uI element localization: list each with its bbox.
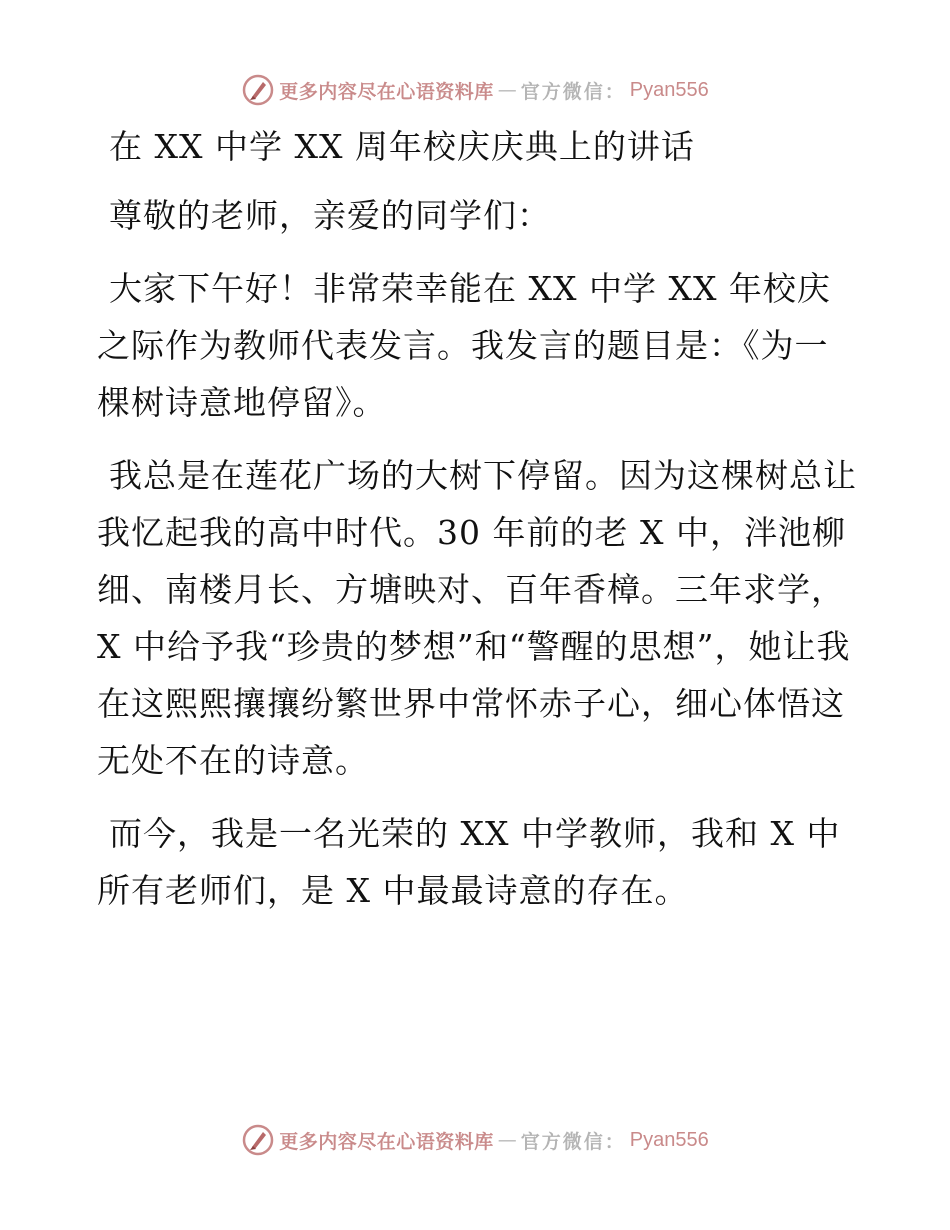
watermark-channel: 官方微信： [520,1130,626,1153]
paragraph-2: 我总是在莲花广场的大树下停留。因为这棵树总让我忆起我的高中时代。30 年前的老 X 中，泮池柳细、南楼月长、方塘映对、百年香樟。三年求学，X 中给予我“珍贵的梦想”和“警醒的思想”，她让我在这熙熙攘攘纷繁世界中常怀赤子心，细心体悟这无处不在的诗意。 [97,456,857,780]
header-watermark [0,70,950,110]
watermark-text: 更多内容尽在心语资料库 [279,1130,494,1153]
document-title: 在 XX 中学 XX 周年校庆庆典上的讲话 [109,127,695,166]
watermark-id: Pyan556 [629,1128,709,1151]
watermark-id: Pyan556 [629,78,709,101]
fountain-pen-logo-icon [241,73,275,107]
watermark-separator: — [497,1129,517,1151]
footer-watermark [0,1120,950,1160]
watermark-text: 更多内容尽在心语资料库 [279,80,494,103]
watermark-separator: — [497,79,517,101]
watermark-channel: 官方微信： [520,80,626,103]
greeting: 尊敬的老师，亲爱的同学们： [109,196,551,235]
fountain-pen-logo-icon [241,1123,275,1157]
paragraph-1: 大家下午好！非常荣幸能在 XX 中学 XX 年校庆之际作为教师代表发言。我发言的题目是：《为一棵树诗意地停留》。 [97,269,831,422]
document-body [97,118,857,935]
paragraph-3: 而今，我是一名光荣的 XX 中学教师，我和 X 中所有老师们，是 X 中最最诗意的存在。 [97,814,841,910]
